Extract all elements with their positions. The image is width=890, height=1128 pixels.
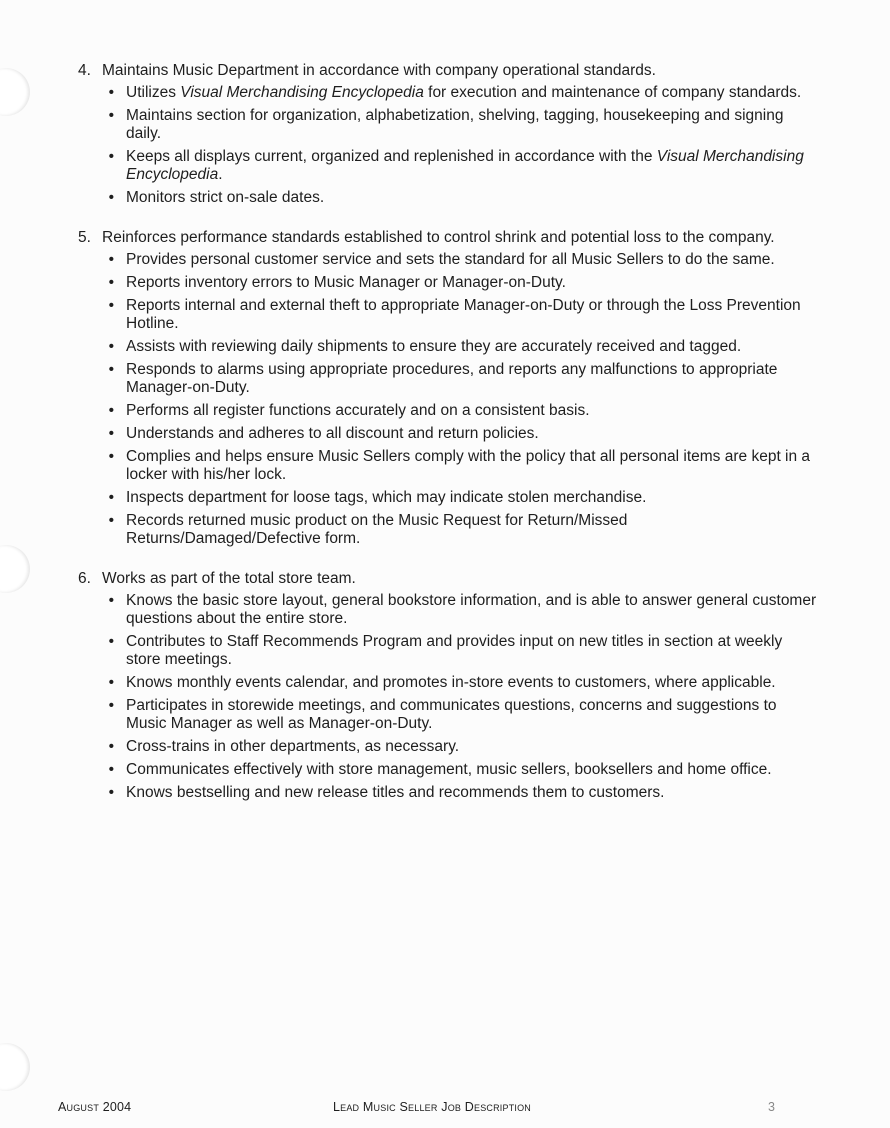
list-item: [78, 338, 818, 356]
bullet-text-part: Knows the basic store layout, general bookstore information, and is able to answer general customer questions about the entire store.: [126, 592, 817, 627]
punch-hole: [0, 68, 30, 116]
bullet-text-part: Maintains section for organization, alphabetization, shelving, tagging, housekeeping and signing daily.: [126, 107, 784, 142]
bullet-text-part: for execution and maintenance of company standards.: [423, 84, 802, 101]
bullet-icon: •: [108, 361, 114, 378]
bullet-text-part: Complies and helps ensure Music Sellers comply with the policy that all personal items are kept in a locker with his/her lock.: [126, 448, 811, 483]
bullet-list: [78, 84, 818, 207]
bullet-text: [126, 448, 818, 484]
list-item: [78, 489, 818, 507]
bullet-text-italic: Visual Merchandising Encyclopedia: [180, 84, 424, 101]
bullet-text: [126, 633, 818, 669]
list-item: [78, 361, 818, 397]
bullet-list: [78, 592, 818, 802]
bullet-text: [126, 697, 818, 733]
bullet-icon: •: [108, 761, 114, 778]
section-number: 5.: [78, 229, 91, 246]
section-6: [78, 570, 818, 802]
bullet-icon: •: [108, 592, 114, 609]
section-heading-text: Works as part of the total store team.: [102, 570, 356, 587]
bullet-icon: •: [108, 84, 114, 101]
bullet-text-part: Cross-trains in other departments, as necessary.: [126, 738, 460, 755]
list-item: [78, 761, 818, 779]
section-5: [78, 229, 818, 548]
bullet-list: [78, 251, 818, 548]
list-item: [78, 84, 818, 102]
bullet-text: [126, 297, 818, 333]
bullet-text-part: Utilizes: [126, 84, 181, 101]
bullet-text: [126, 674, 818, 692]
section-heading-text: Reinforces performance standards established to control shrink and potential loss to the company.: [102, 229, 775, 246]
document-body: [78, 62, 818, 824]
bullet-text: [126, 189, 818, 207]
bullet-text-part: Monitors strict on-sale dates.: [126, 189, 325, 206]
bullet-text: [126, 84, 818, 102]
bullet-text-part: Contributes to Staff Recommends Program and provides input on new titles in section at weekly store meetings.: [126, 633, 783, 668]
bullet-icon: •: [108, 738, 114, 755]
bullet-text: [126, 592, 818, 628]
bullet-text: [126, 489, 818, 507]
list-item: [78, 297, 818, 333]
bullet-icon: •: [108, 633, 114, 650]
bullet-icon: •: [108, 448, 114, 465]
bullet-icon: •: [108, 107, 114, 124]
footer-page-number: 3: [768, 1100, 776, 1114]
bullet-icon: •: [108, 512, 114, 529]
bullet-text-italic: Visual Merchandising Encyclopedia: [126, 148, 804, 183]
bullet-icon: •: [108, 189, 114, 206]
bullet-text: [126, 338, 818, 356]
bullet-text-part: Participates in storewide meetings, and communicates questions, concerns and suggestions to Music Manager as well as Manager-on-Duty.: [126, 697, 777, 732]
section-heading: [78, 229, 818, 247]
bullet-text-part: Knows bestselling and new release titles and recommends them to customers.: [126, 784, 665, 801]
list-item: [78, 189, 818, 207]
punch-hole: [0, 1043, 30, 1091]
bullet-text-part: Understands and adheres to all discount and return policies.: [126, 425, 539, 442]
section-4: [78, 62, 818, 207]
bullet-icon: •: [108, 784, 114, 801]
bullet-text: [126, 251, 818, 269]
section-heading: [78, 570, 818, 588]
bullet-text: [126, 148, 818, 184]
bullet-icon: •: [108, 674, 114, 691]
bullet-text-part: Provides personal customer service and sets the standard for all Music Sellers to do the same.: [126, 251, 775, 268]
section-number: 4.: [78, 62, 91, 79]
bullet-icon: •: [108, 425, 114, 442]
bullet-text-part: Responds to alarms using appropriate procedures, and reports any malfunctions to appropriate Manager-on-Duty.: [126, 361, 778, 396]
list-item: [78, 402, 818, 420]
footer-date: August 2004: [58, 1100, 132, 1114]
list-item: [78, 592, 818, 628]
list-item: [78, 512, 818, 548]
bullet-icon: •: [108, 148, 114, 165]
bullet-text-part: Reports inventory errors to Music Manager or Manager-on-Duty.: [126, 274, 566, 291]
bullet-icon: •: [108, 297, 114, 314]
list-item: [78, 107, 818, 143]
list-item: [78, 784, 818, 802]
bullet-text: [126, 512, 818, 548]
bullet-icon: •: [108, 489, 114, 506]
bullet-text: [126, 425, 818, 443]
list-item: [78, 148, 818, 184]
section-heading-text: Maintains Music Department in accordance with company operational standards.: [102, 62, 656, 79]
bullet-text: [126, 761, 818, 779]
bullet-icon: •: [108, 251, 114, 268]
list-item: [78, 697, 818, 733]
bullet-icon: •: [108, 402, 114, 419]
list-item: [78, 251, 818, 269]
bullet-text-part: Assists with reviewing daily shipments to ensure they are accurately received and tagged.: [126, 338, 742, 355]
bullet-text: [126, 402, 818, 420]
bullet-text-part: Performs all register functions accurately and on a consistent basis.: [126, 402, 590, 419]
bullet-text-part: Communicates effectively with store management, music sellers, booksellers and home office.: [126, 761, 772, 778]
bullet-text-part: Inspects department for loose tags, which may indicate stolen merchandise.: [126, 489, 647, 506]
section-heading: [78, 62, 818, 80]
list-item: [78, 274, 818, 292]
bullet-text-part: Knows monthly events calendar, and promotes in-store events to customers, where applicable.: [126, 674, 776, 691]
bullet-text-part: Keeps all displays current, organized and replenished in accordance with the: [126, 148, 657, 165]
bullet-text: [126, 784, 818, 802]
bullet-text: [126, 274, 818, 292]
bullet-icon: •: [108, 338, 114, 355]
bullet-text-part: .: [218, 166, 223, 183]
bullet-icon: •: [108, 697, 114, 714]
bullet-icon: •: [108, 274, 114, 291]
bullet-text: [126, 738, 818, 756]
bullet-text: [126, 361, 818, 397]
list-item: [78, 674, 818, 692]
section-number: 6.: [78, 570, 91, 587]
footer-title: Lead Music Seller Job Description: [333, 1100, 532, 1114]
bullet-text-part: Reports internal and external theft to appropriate Manager-on-Duty or through the Loss Prevention Hotline.: [126, 297, 801, 332]
bullet-text-part: Records returned music product on the Music Request for Return/Missed Returns/Damaged/Defective form.: [126, 512, 628, 547]
list-item: [78, 738, 818, 756]
list-item: [78, 448, 818, 484]
bullet-text: [126, 107, 818, 143]
list-item: [78, 425, 818, 443]
list-item: [78, 633, 818, 669]
punch-hole: [0, 545, 30, 593]
